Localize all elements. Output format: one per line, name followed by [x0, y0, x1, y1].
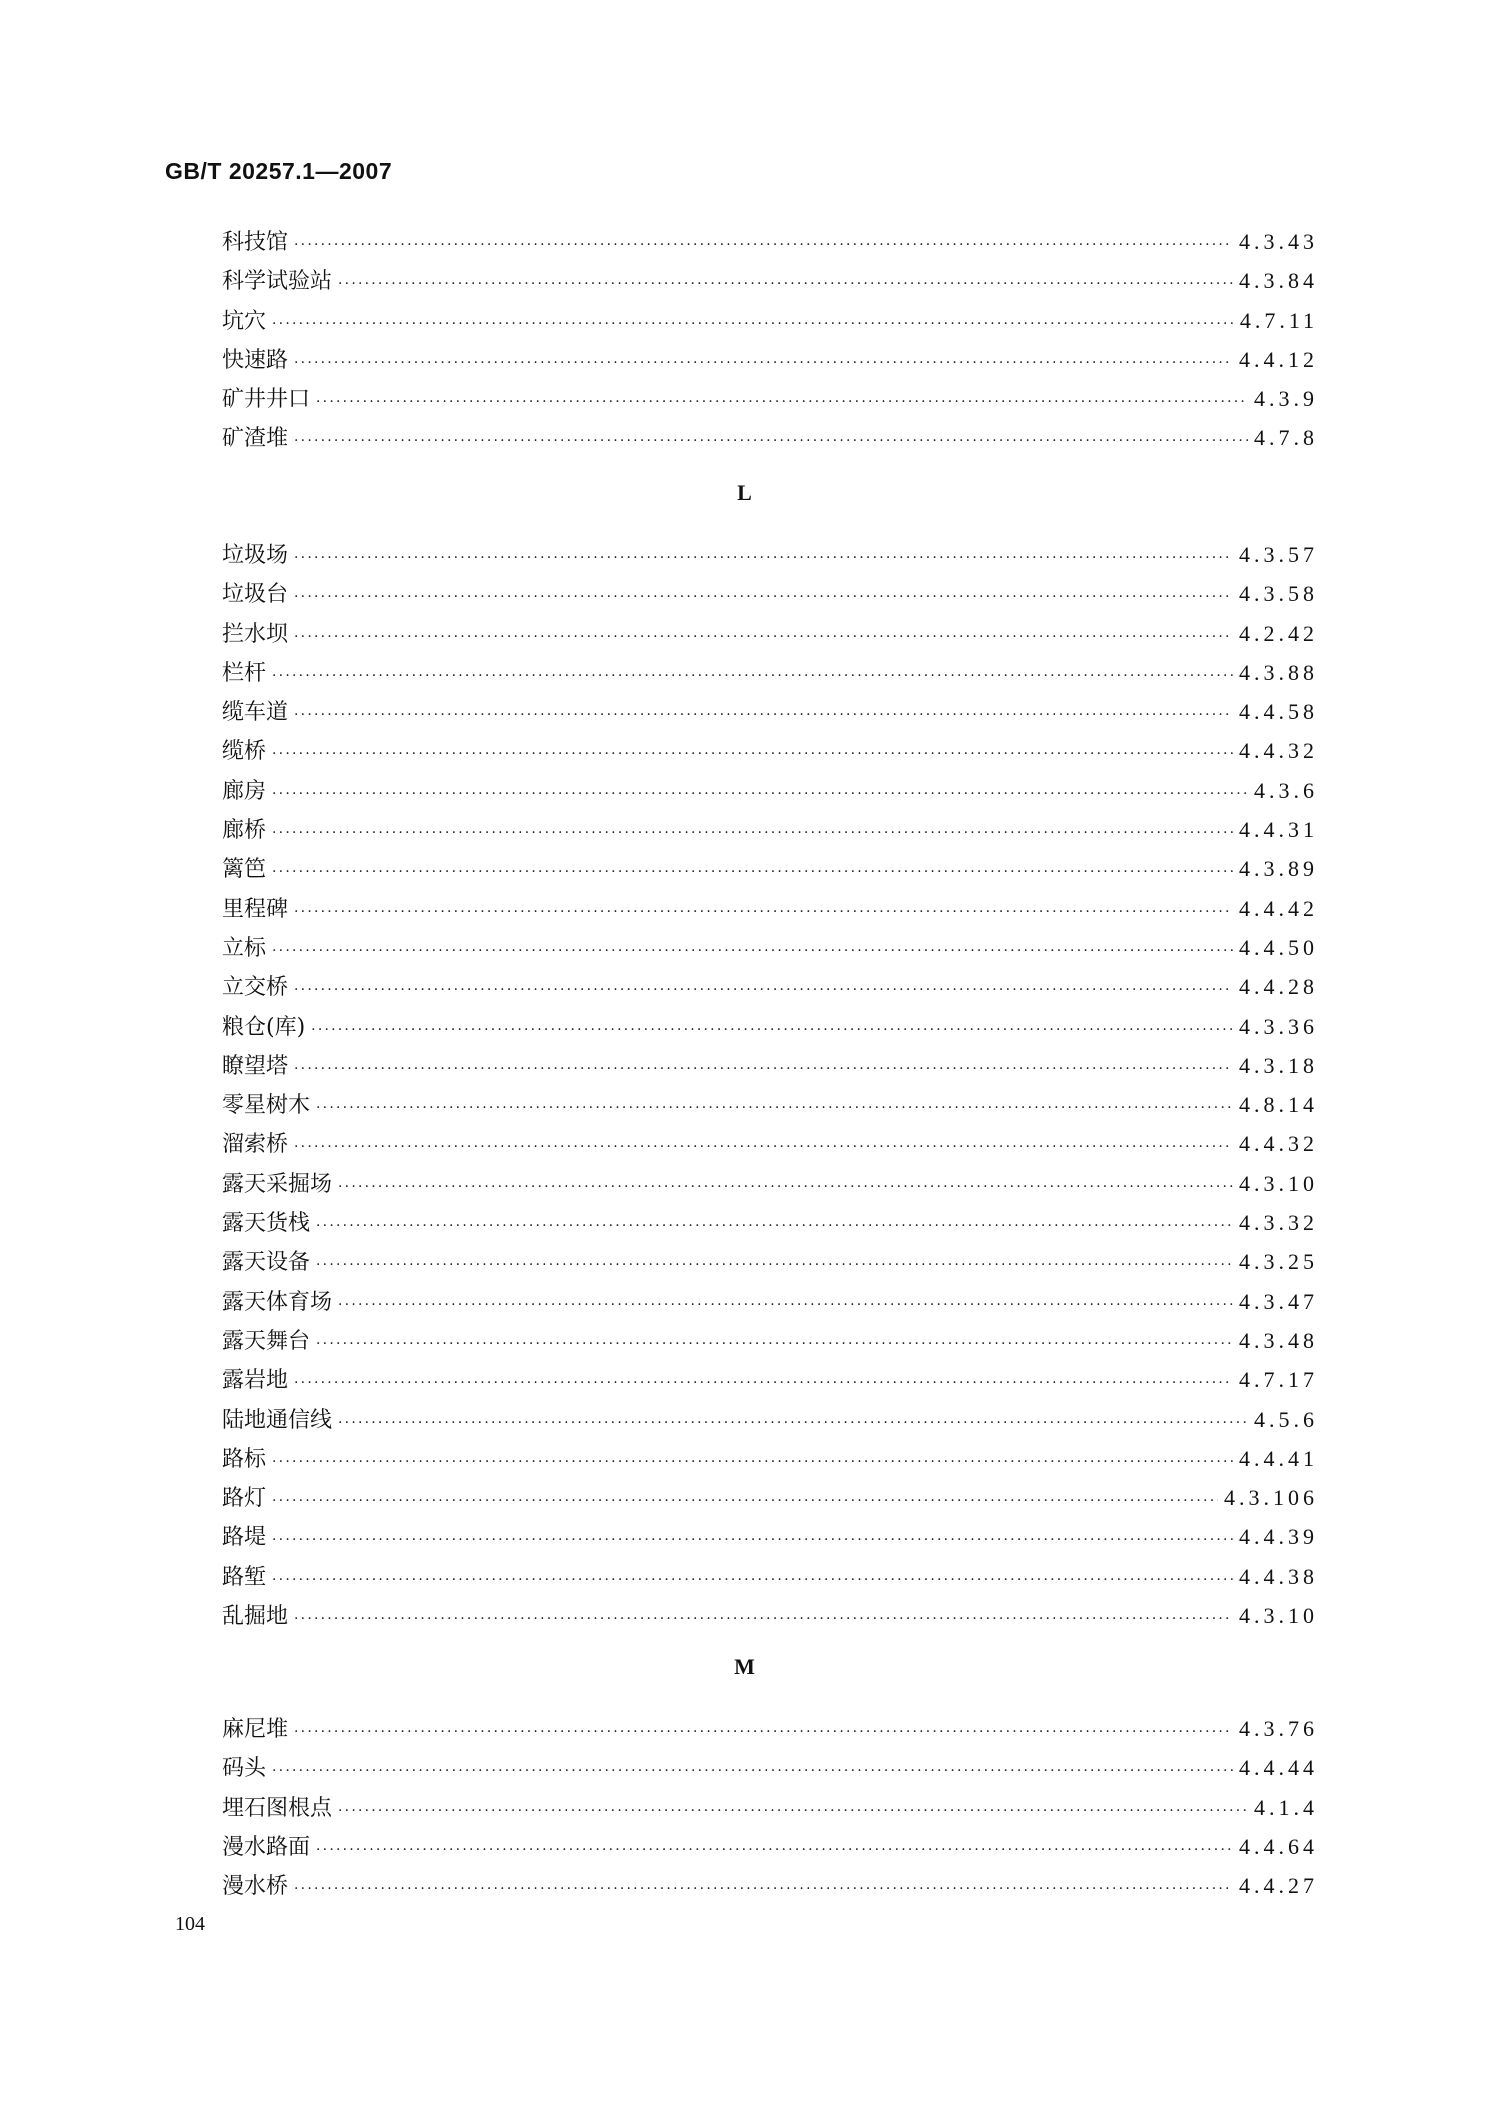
entry-ref: 4.3.43: [1239, 229, 1318, 254]
entry-ref: 4.3.36: [1239, 1013, 1318, 1039]
entry-term: 露天货栈: [222, 1211, 311, 1237]
entry-term: 麻尼堆: [222, 1717, 289, 1742]
entry-ref: 4.3.10: [1239, 1603, 1318, 1629]
dot-leader: [294, 893, 1233, 932]
entry-ref: 4.2.42: [1239, 620, 1318, 646]
index-entry: [222, 1360, 1318, 1399]
entry-ref: 4.4.32: [1239, 738, 1318, 764]
entry-term: 零星树木: [222, 1093, 311, 1119]
index-entry: [222, 731, 1318, 770]
entry-term: 路堤: [222, 1525, 267, 1551]
dot-leader: [294, 539, 1233, 578]
entry-term: 栏杆: [222, 660, 267, 686]
index-entry: [222, 1709, 1318, 1748]
entry-ref: 4.3.57: [1239, 542, 1318, 567]
dot-leader: [272, 1521, 1233, 1560]
entry-term: 立标: [222, 935, 267, 961]
index-entry: [222, 614, 1318, 653]
entry-term: 篱笆: [222, 857, 267, 883]
dot-leader: [294, 696, 1233, 735]
index-entry: [222, 418, 1318, 457]
index-entry: [222, 1788, 1318, 1827]
index-entry: [222, 967, 1318, 1006]
entry-term: 露岩地: [222, 1368, 289, 1394]
index-entry: [222, 1400, 1318, 1439]
entry-ref: 4.7.8: [1254, 425, 1318, 451]
index-entry: [222, 222, 1318, 261]
entry-ref: 4.3.10: [1239, 1170, 1318, 1196]
index-entry: [222, 928, 1318, 967]
dot-leader: [272, 1561, 1233, 1600]
entry-term: 露天设备: [222, 1250, 311, 1276]
index-entry: [222, 379, 1318, 418]
entry-ref: 4.3.48: [1239, 1327, 1318, 1353]
dot-leader: [316, 1246, 1233, 1285]
entry-term: 科学试验站: [222, 269, 333, 295]
entry-term: 溜索桥: [222, 1132, 289, 1158]
dot-leader: [338, 265, 1233, 304]
entry-ref: 4.3.6: [1254, 777, 1318, 803]
index-section-k: [222, 222, 1318, 458]
dot-leader: [316, 383, 1248, 422]
index-entry: [222, 889, 1318, 928]
dot-leader: [272, 305, 1234, 344]
section-letter-l: L: [737, 480, 752, 505]
index-entry: [222, 771, 1318, 810]
entry-term: 里程碑: [222, 896, 289, 922]
index-entry: [222, 301, 1318, 340]
entry-ref: 4.8.14: [1239, 1092, 1318, 1118]
index-entry: [222, 1242, 1318, 1281]
entry-term: 码头: [222, 1756, 267, 1782]
entry-term: 粮仓(库): [222, 1014, 306, 1040]
index-entry: [222, 574, 1318, 613]
dot-leader: [272, 932, 1233, 971]
entry-term: 拦水坝: [222, 621, 289, 647]
entry-ref: 4.3.88: [1239, 659, 1318, 685]
dot-leader: [294, 1713, 1233, 1752]
index-entry: [222, 1203, 1318, 1242]
entry-ref: 4.4.39: [1239, 1524, 1318, 1550]
standard-code-header: GB/T 20257.1—2007: [165, 158, 393, 184]
dot-leader: [311, 1011, 1233, 1050]
entry-term: 廊房: [222, 778, 267, 804]
entry-ref: 4.4.28: [1239, 974, 1318, 1000]
entry-term: 埋石图根点: [222, 1795, 333, 1821]
index-entry: [222, 1164, 1318, 1203]
entry-term: 快速路: [222, 347, 289, 373]
entry-ref: 4.4.41: [1239, 1445, 1318, 1471]
index-entry: [222, 261, 1318, 300]
entry-ref: 4.4.31: [1239, 817, 1318, 843]
entry-term: 路堑: [222, 1564, 267, 1590]
entry-ref: 4.4.27: [1239, 1873, 1318, 1899]
entry-term: 露天体育场: [222, 1289, 333, 1315]
dot-leader: [294, 1600, 1233, 1639]
dot-leader: [294, 422, 1248, 461]
entry-ref: 4.3.9: [1254, 386, 1318, 412]
entry-ref: 4.7.17: [1239, 1367, 1318, 1393]
index-entry: [222, 1827, 1318, 1866]
entry-term: 露天舞台: [222, 1328, 311, 1354]
dot-leader: [272, 775, 1248, 814]
dot-leader: [272, 657, 1233, 696]
entry-term: 缆桥: [222, 739, 267, 765]
entry-ref: 4.3.89: [1239, 856, 1318, 882]
entry-term: 路标: [222, 1446, 267, 1472]
dot-leader: [294, 1364, 1233, 1403]
entry-term: 立交桥: [222, 975, 289, 1001]
index-entry: [222, 1517, 1318, 1556]
entry-ref: 4.7.11: [1239, 307, 1318, 333]
index-section-m: [222, 1709, 1318, 1905]
entry-ref: 4.3.47: [1239, 1288, 1318, 1314]
entry-ref: 4.4.44: [1239, 1755, 1318, 1781]
index-entry: [222, 1007, 1318, 1046]
entry-ref: 4.4.58: [1239, 699, 1318, 725]
entry-term: 露天采掘场: [222, 1171, 333, 1197]
index-entry: [222, 340, 1318, 379]
index-entry: [222, 692, 1318, 731]
dot-leader: [294, 1128, 1233, 1167]
entry-term: 路灯: [222, 1486, 267, 1512]
entry-ref: 4.4.38: [1239, 1563, 1318, 1589]
entry-ref: 4.3.25: [1239, 1249, 1318, 1275]
dot-leader: [272, 735, 1233, 774]
dot-leader: [294, 344, 1233, 383]
dot-leader: [294, 1870, 1233, 1909]
dot-leader: [272, 853, 1233, 892]
dot-leader: [338, 1792, 1248, 1831]
entry-ref: 4.4.64: [1239, 1833, 1318, 1859]
index-entry: [222, 1085, 1318, 1124]
entry-term: 乱掘地: [222, 1604, 289, 1630]
dot-leader: [294, 578, 1233, 617]
entry-term: 漫水路面: [222, 1834, 311, 1860]
entry-ref: 4.5.6: [1254, 1406, 1318, 1432]
dot-leader: [294, 1050, 1233, 1089]
entry-ref: 4.3.18: [1239, 1052, 1318, 1078]
dot-leader: [294, 971, 1233, 1010]
entry-term: 瞭望塔: [222, 1053, 289, 1079]
index-entry: [222, 653, 1318, 692]
entry-term: 坑穴: [222, 308, 267, 334]
index-entry: [222, 535, 1318, 574]
dot-leader: [272, 1482, 1218, 1521]
dot-leader: [272, 1752, 1233, 1791]
dot-leader: [338, 1286, 1233, 1325]
dot-leader: [272, 1443, 1233, 1482]
entry-ref: 4.3.58: [1239, 581, 1318, 607]
index-section-l: [222, 535, 1318, 1635]
entry-term: 垃圾台: [222, 582, 289, 608]
entry-ref: 4.1.4: [1254, 1794, 1318, 1820]
entry-ref: 4.4.50: [1239, 934, 1318, 960]
entry-ref: 4.3.76: [1239, 1716, 1318, 1741]
index-entry: [222, 810, 1318, 849]
index-entry: [222, 1046, 1318, 1085]
page-number: 104: [175, 1913, 205, 1935]
entry-term: 陆地通信线: [222, 1407, 333, 1433]
entry-term: 垃圾场: [222, 543, 289, 568]
dot-leader: [316, 1089, 1233, 1128]
entry-ref: 4.4.42: [1239, 895, 1318, 921]
index-entry: [222, 1124, 1318, 1163]
dot-leader: [294, 226, 1233, 265]
index-entry: [222, 1478, 1318, 1517]
entry-term: 矿井井口: [222, 387, 311, 413]
dot-leader: [316, 1325, 1233, 1364]
section-letter-m: M: [734, 1654, 755, 1679]
entry-term: 缆车道: [222, 700, 289, 726]
dot-leader: [338, 1168, 1233, 1207]
index-entry: [222, 1866, 1318, 1905]
entry-ref: 4.3.106: [1224, 1485, 1318, 1511]
index-entry: [222, 1557, 1318, 1596]
dot-leader: [316, 1831, 1233, 1870]
entry-ref: 4.4.32: [1239, 1131, 1318, 1157]
index-entry: [222, 1439, 1318, 1478]
index-entry: [222, 849, 1318, 888]
dot-leader: [272, 814, 1233, 853]
index-entry: [222, 1282, 1318, 1321]
dot-leader: [338, 1404, 1248, 1443]
dot-leader: [294, 618, 1233, 657]
entry-ref: 4.4.12: [1239, 346, 1318, 372]
entry-term: 科技馆: [222, 230, 289, 255]
index-entry: [222, 1596, 1318, 1635]
entry-term: 矿渣堆: [222, 426, 289, 452]
index-entry: [222, 1748, 1318, 1787]
dot-leader: [316, 1207, 1233, 1246]
index-entry: [222, 1321, 1318, 1360]
entry-term: 廊桥: [222, 818, 267, 844]
entry-term: 漫水桥: [222, 1874, 289, 1900]
entry-ref: 4.3.84: [1239, 268, 1318, 294]
entry-ref: 4.3.32: [1239, 1210, 1318, 1236]
